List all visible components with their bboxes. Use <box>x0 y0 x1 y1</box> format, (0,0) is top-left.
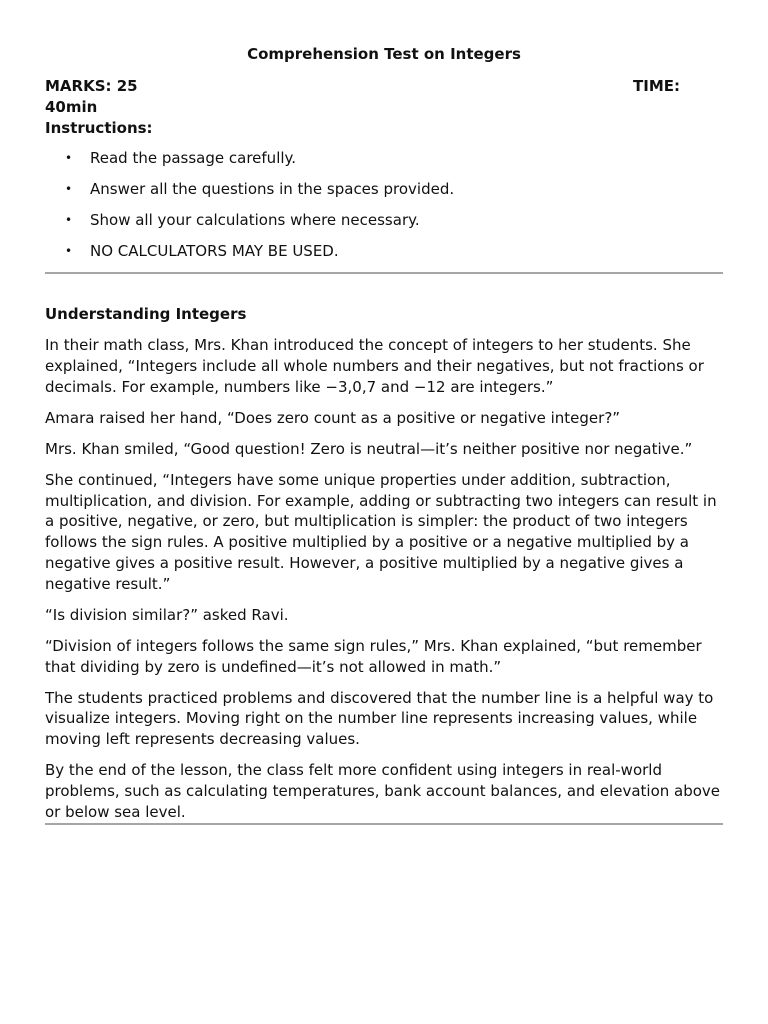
instruction-item <box>45 179 723 200</box>
instructions-list <box>45 148 723 262</box>
instruction-text: Show all your calculations where necessary. <box>90 211 420 230</box>
passage-paragraph: “Division of integers follows the same sign rules,” Mrs. Khan explained, “but remember that dividing by zero is undefined—it’s not allowed in math.” <box>45 636 702 676</box>
instruction-text: NO CALCULATORS MAY BE USED. <box>90 242 339 261</box>
instructions-heading: Instructions: <box>45 118 153 137</box>
marks-time-row <box>45 76 723 97</box>
passage-paragraph: In their math class, Mrs. Khan introduced the concept of integers to her students. She explained, “Integers include all whole numbers and their negatives, but not fractions or decimals. For example, numbers like −3,0,7 and −12 are integers.” <box>45 336 704 396</box>
time-label: TIME: <box>633 77 680 95</box>
test-page <box>45 44 723 825</box>
passage-paragraph: Amara raised her hand, “Does zero count as a positive or negative integer?” <box>45 408 621 427</box>
bullet-icon: • <box>65 182 73 197</box>
passage-heading: Understanding Integers <box>45 305 247 324</box>
instruction-text: Read the passage carefully. <box>90 149 297 168</box>
duration-value: 40min <box>45 97 98 116</box>
page-title: Comprehension Test on Integers <box>247 45 521 63</box>
section-divider-bottom <box>45 823 723 825</box>
bullet-icon: • <box>65 244 73 259</box>
instruction-text: Answer all the questions in the spaces provided. <box>90 180 455 199</box>
passage-paragraph: By the end of the lesson, the class felt more confident using integers in real-world problems, such as calculating temperatures, bank account balances, and elevation above or below sea level. <box>45 761 721 821</box>
section-divider-top <box>45 272 723 274</box>
passage-paragraph: She continued, “Integers have some unique properties under addition, subtraction, multiplication, and division. For example, adding or subtracting two integers can result in a positive, negative, or zero, but multiplication is simpler: the product of two integers follows the sign rules. A positive multiplied by a positive or a negative multiplied by a negative gives a positive result. However, a positive multiplied by a negative gives a negative result.” <box>45 470 717 593</box>
marks-label: MARKS: 25 <box>45 77 138 95</box>
instruction-item <box>45 210 723 231</box>
passage-paragraph: The students practiced problems and discovered that the number line is a helpful way to visualize integers. Moving right on the number line represents increasing values, while moving left represents decreasing values. <box>45 688 714 749</box>
instruction-item <box>45 148 723 169</box>
instruction-item <box>45 241 723 262</box>
passage-paragraph: “Is division similar?” asked Ravi. <box>45 605 289 624</box>
bullet-icon: • <box>65 213 73 228</box>
passage-paragraph: Mrs. Khan smiled, “Good question! Zero is neutral—it’s neither positive nor negative.” <box>45 439 693 458</box>
bullet-icon: • <box>65 151 73 166</box>
